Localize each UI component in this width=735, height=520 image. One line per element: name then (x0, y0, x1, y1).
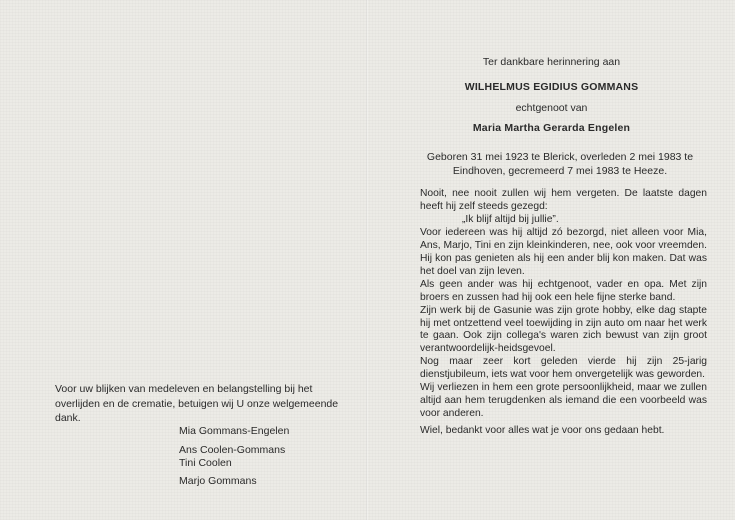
thanks-text: Voor uw blijken van medeleven en belangstelling bij het overlijden en de crematie, betuigen wij U onze welgemeende dank. (55, 383, 339, 424)
quote-line: „Ik blijf altijd bij jullie”. (462, 213, 559, 225)
deceased-name: WILHELMUS EGIDIUS GOMMANS (464, 81, 639, 93)
paragraph-jubilee: Nog maar zeer kort geleden vierde hij zijn 25-jarig dienstjubileum, iets wat voor hem onvergetelijk was geworden. (420, 356, 707, 381)
spouse-name: Maria Martha Gerarda Engelen (472, 122, 631, 134)
relation-line: echtgenoot van (515, 102, 588, 114)
signature-tini: Tini Coolen (179, 457, 232, 469)
signature-mia: Mia Gommans-Engelen (179, 425, 290, 437)
dates-text: Geboren 31 mei 1923 te Blerick, overleden 2 mei 1983 te Eindhoven, gecremeerd 7 mei 1983 te Heeze. (426, 151, 694, 177)
left-page (0, 0, 366, 520)
signature-marjo: Marjo Gommans (179, 475, 257, 487)
memorial-text (420, 188, 707, 438)
paragraph-remembrance: Nooit, nee nooit zullen wij hem vergeten. De laatste dagen heeft hij zelf steeds gezegd: (420, 188, 707, 212)
paragraph-family: Als geen ander was hij echtgenoot, vader en opa. Met zijn broers en zussen had hij ook een hele fijne sterke band. (420, 278, 707, 303)
paragraph-work: Zijn werk bij de Gasunie was zijn grote hobby, elke dag stapte hij met ontzettend veel toewijding in zijn auto om naar het werk te gaan. Ook zijn collega's waren zich bewust van zijn groot verantwoordelijk-heidsgevoel. (420, 304, 707, 355)
signature-ans: Ans Coolen-Gommans (179, 444, 286, 456)
closing-line: Wiel, bedankt voor alles wat je voor ons gedaan hebt. (420, 425, 665, 437)
right-page (368, 0, 735, 520)
paragraph-personality: Wij verliezen in hem een grote persoonlijkheid, maar we zullen altijd aan hem terugdenken als iemand die een voorbeeld was voor anderen. (420, 382, 707, 420)
intro-line: Ter dankbare herinnering aan (482, 56, 621, 68)
paragraph-caring: Voor iedereen was hij altijd zó bezorgd, niet alleen voor Mia, Ans, Marjo, Tini en zijn kleinkinderen, nee, ook voor vreemden. Hij kon pas genieten als hij een ander blij kon maken. Dat was het doel van zijn leven. (420, 226, 707, 277)
